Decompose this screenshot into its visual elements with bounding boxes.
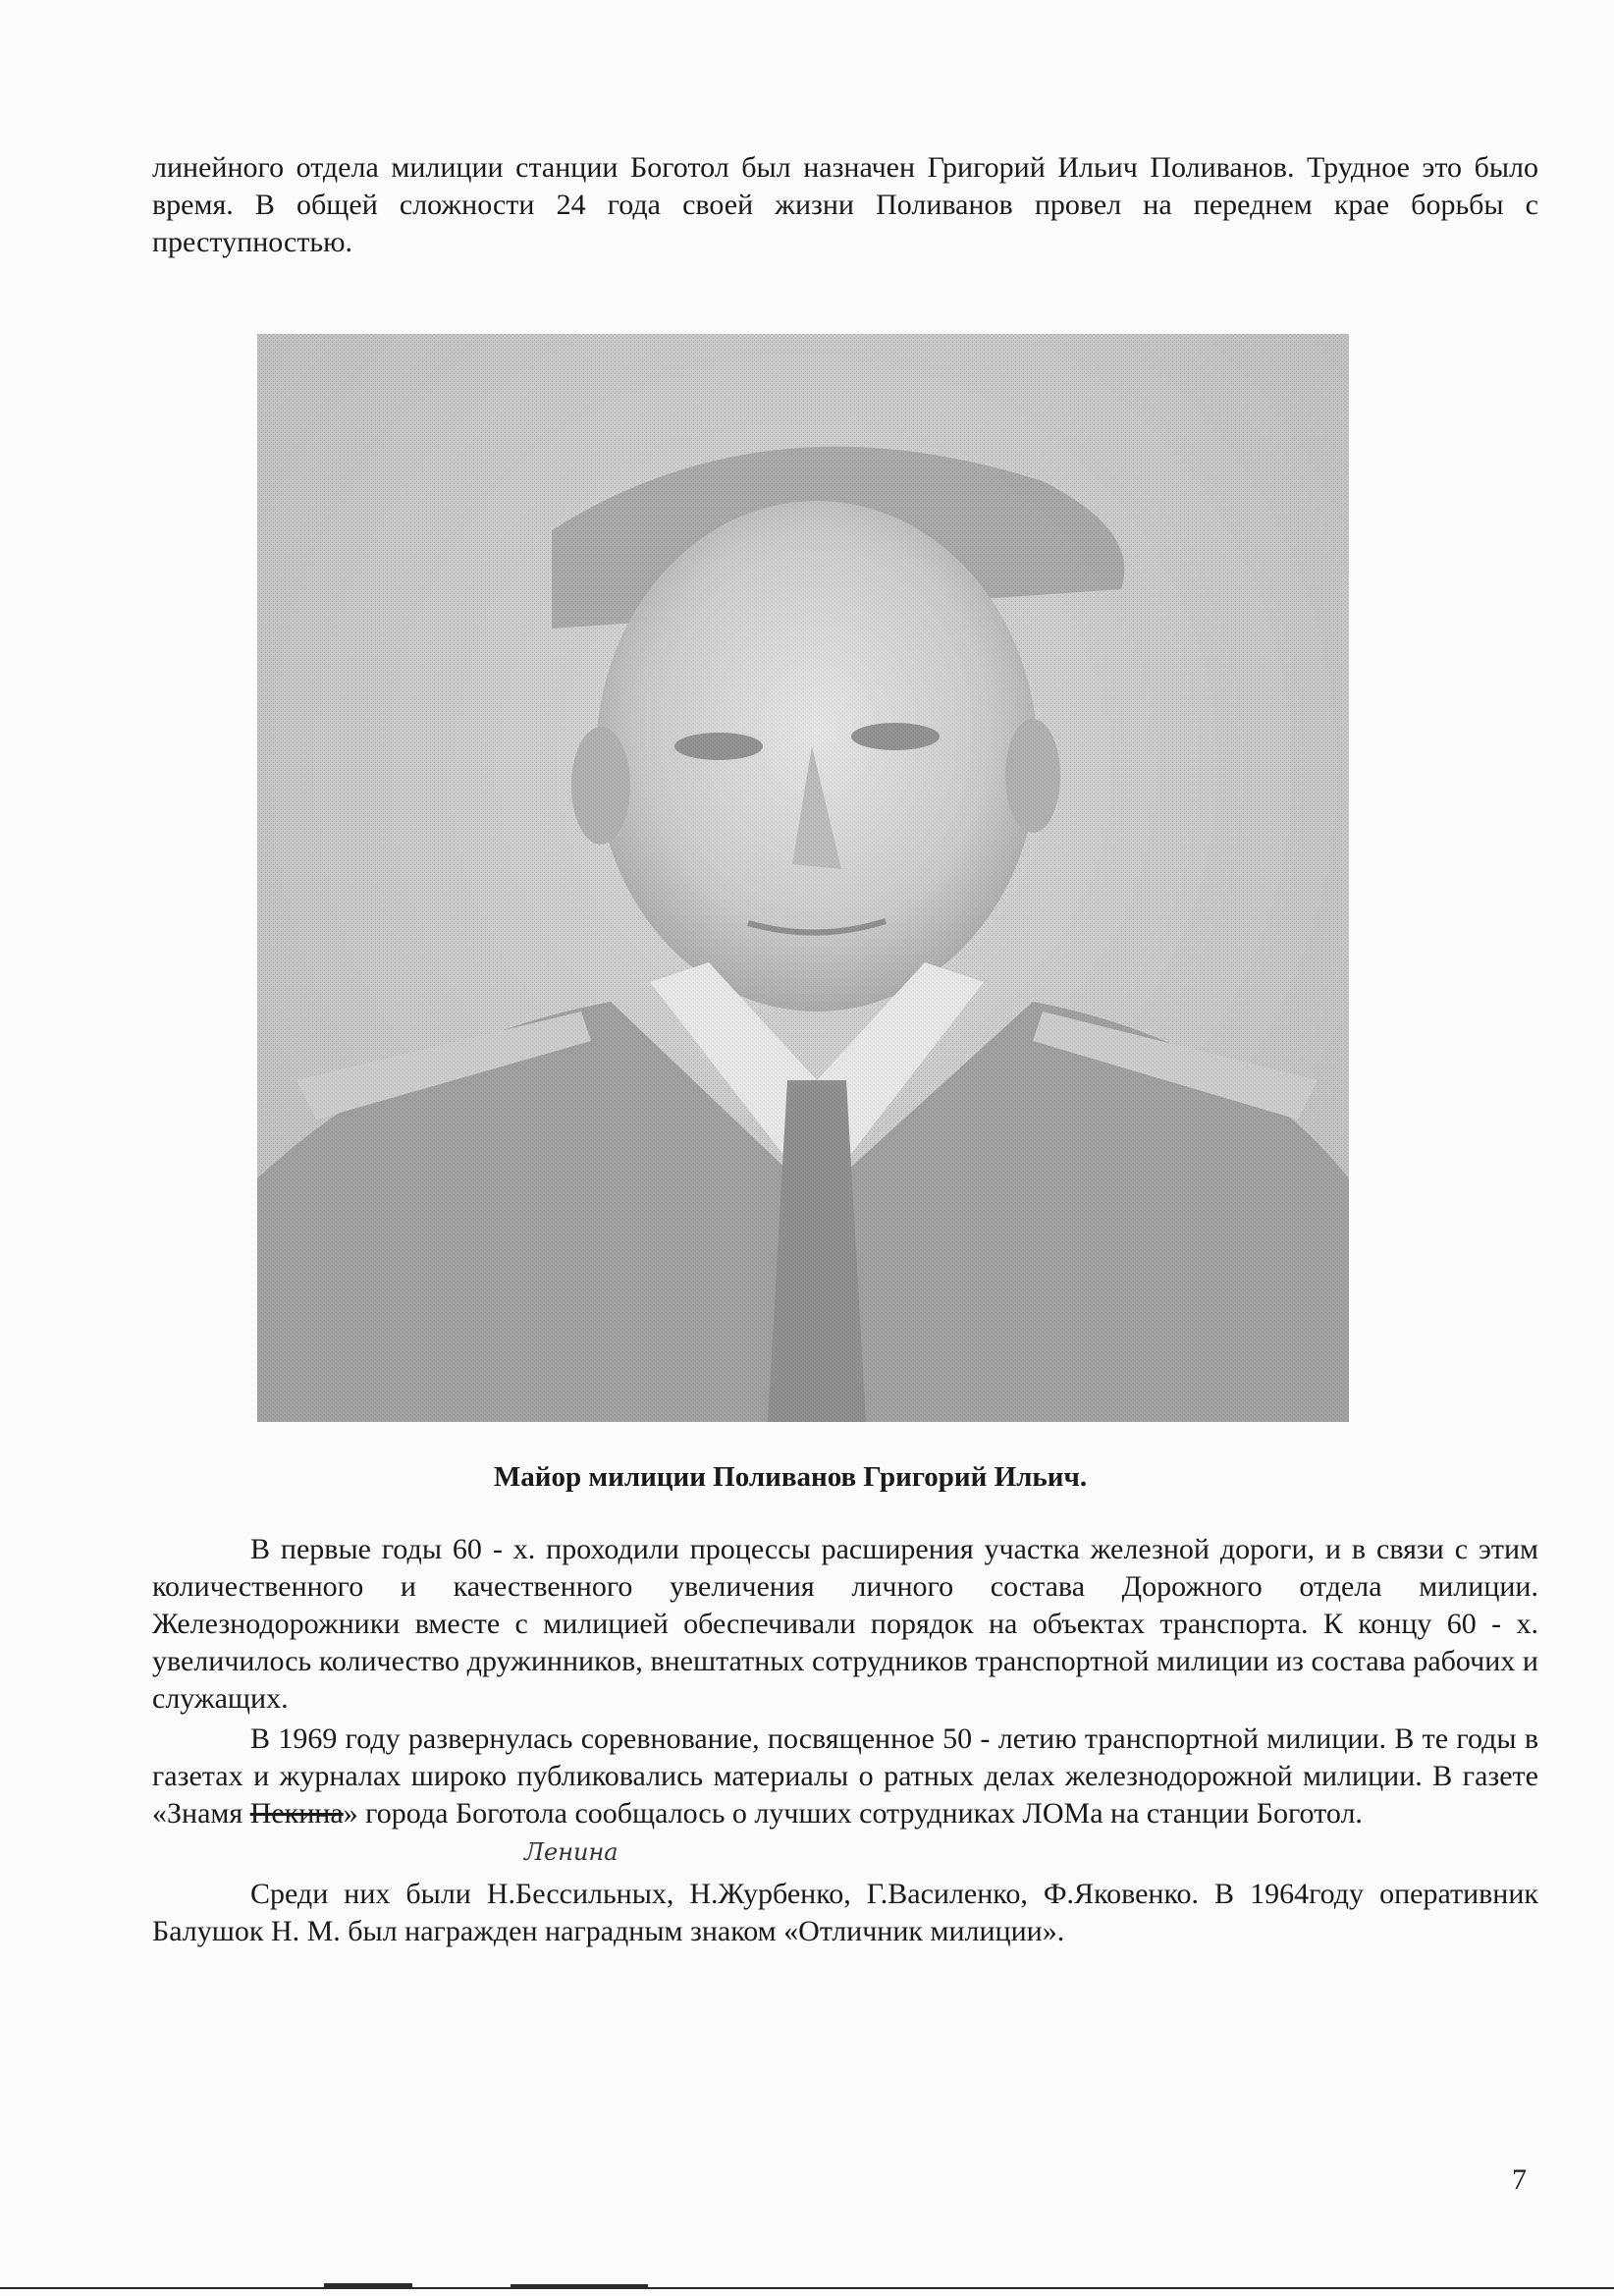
page-number: 7 <box>1512 2163 1527 2196</box>
paragraph-competition <box>152 1721 1538 1832</box>
paragraph-expansion: В первые годы 60 - х. проходили процессы расширения участка железной дороги, и в связи с этим количественного и качественного увеличения личного состава Дорожного отдела милиции. Железнодорожники вместе с милицией обеспечивали порядок на объектах транспорта. К концу 60 - х. увеличилось количество дружинников, внештатных сотрудников транспортной милиции из состава рабочих и служащих. <box>152 1533 1538 1715</box>
scan-edge-marks <box>0 2283 1614 2296</box>
portrait-image <box>257 334 1349 1422</box>
portrait-photo <box>257 334 1349 1422</box>
paragraph-employees: Среди них были Н.Бессильных, Н.Журбенко, Г.Василенко, Ф.Яковенко. В 1964году оперативник Балушок Н. М. был награжден наградным знаком «Отличник милиции». <box>152 1878 1538 1947</box>
paragraph-competition-start: В 1969 году развернулась соревнование, посвященное 50 - летию транспортной милиции. В те годы в газетах и журналах широко публиковались материалы о ратных делах железнодорожной милиции. В газете «Знамя <box>152 1722 1538 1830</box>
handwritten-correction <box>520 1834 687 1870</box>
intro-paragraph: линейного отдела милиции станции Боготол был назначен Григорий Ильич Поливанов. Трудное это было время. В общей сложности 24 года своей жизни Поливанов провел на переднем крае борьбы с преступностью. <box>152 151 1538 258</box>
photo-caption: Майор милиции Поливанов Григорий Ильич. <box>493 1461 1088 1493</box>
paragraph-competition-end: » города Боготола сообщалось о лучших сотрудниках ЛОМа на станции Боготол. <box>343 1797 1363 1830</box>
struck-word: Пекина <box>249 1797 344 1830</box>
handwritten-correction-text: Ленина <box>524 1838 619 1866</box>
